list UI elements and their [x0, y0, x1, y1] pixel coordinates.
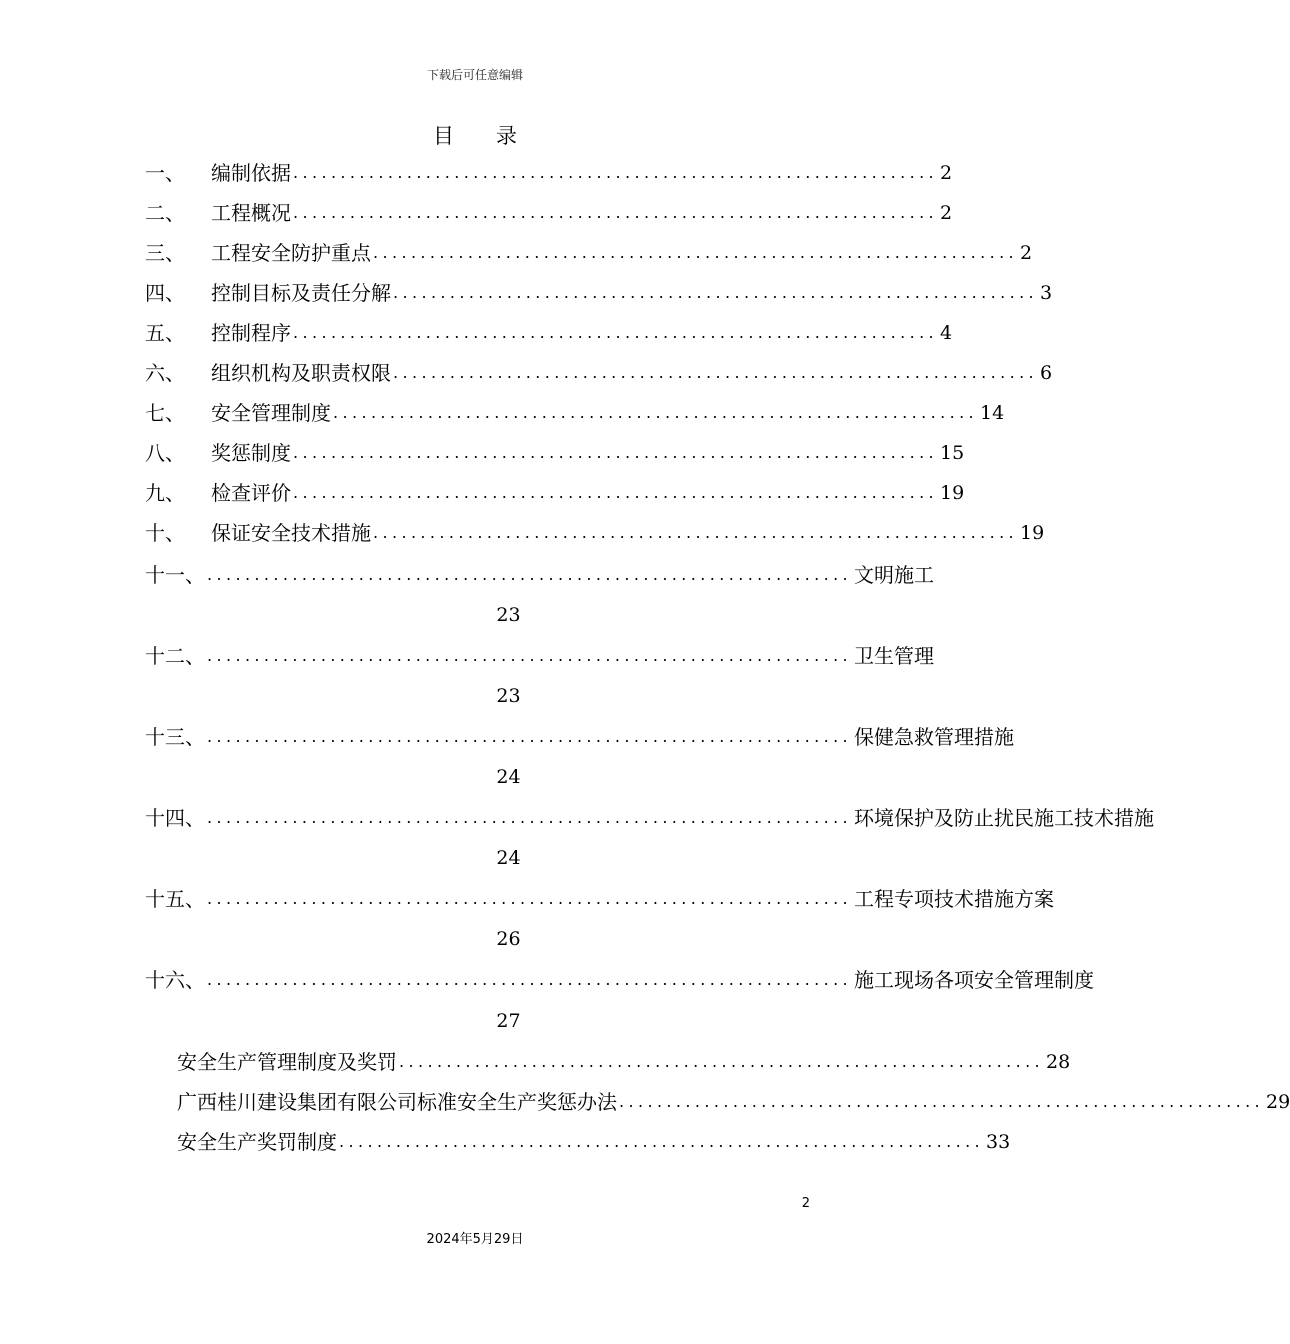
toc-entry-page: 19 [1020, 522, 1045, 544]
toc-leader-dots: .................................................................... [207, 889, 853, 908]
toc-leader-dots: .................................................................... [399, 1052, 1045, 1071]
toc-entry-page: 23 [496, 604, 521, 626]
toc-leader-dots: .................................................................... [207, 970, 853, 989]
toc-entry[interactable] [145, 438, 965, 468]
toc-leader-dots: .................................................................... [339, 1132, 985, 1151]
toc-entry-label: 施工现场各项安全管理制度 [854, 968, 1095, 992]
toc-entry-label: 奖惩制度 [211, 441, 291, 465]
toc-leader-dots: .................................................................... [333, 403, 979, 422]
toc-entry-page: 3 [1040, 282, 1053, 304]
toc-entry-page: 6 [1040, 362, 1053, 384]
toc-entry-page: 2 [1020, 242, 1033, 264]
toc-entry-number: 七、 [145, 401, 185, 425]
toc-leader-dots: .................................................................... [619, 1092, 1265, 1111]
toc-entry-number: 六、 [145, 361, 185, 385]
toc-leader-dots: .................................................................... [293, 323, 939, 342]
toc-entry-label: 广西桂川建设集团有限公司标准安全生产奖惩办法 [177, 1090, 617, 1114]
toc-entry[interactable] [145, 560, 935, 590]
toc-entry-number: 十四、 [145, 806, 205, 830]
toc-entry-page: 19 [940, 482, 965, 504]
toc-entry-page: 24 [496, 766, 521, 788]
toc-entry-label: 工程专项技术措施方案 [854, 887, 1055, 911]
toc-entry-number: 十二、 [145, 644, 205, 668]
toc-entry-label: 环境保护及防止扰民施工技术措施 [854, 806, 1155, 830]
toc-leader-dots: .................................................................... [293, 163, 939, 182]
toc-title [0, 120, 950, 150]
toc-entry[interactable] [145, 158, 953, 188]
page-header: 下载后可任意编辑 [426, 68, 523, 82]
toc-entry-label: 安全生产管理制度及奖罚 [177, 1050, 397, 1074]
toc-entry-page: 14 [980, 402, 1005, 424]
toc-entry-number: 五、 [145, 321, 185, 345]
toc-entry-page: 4 [940, 322, 953, 344]
toc-leader-dots: .................................................................... [393, 363, 1039, 382]
toc-leader-dots: .................................................................... [373, 523, 1019, 542]
toc-entry[interactable] [145, 518, 1045, 548]
toc-leader-dots: .................................................................... [207, 565, 853, 584]
toc-sub-entry[interactable] [177, 1127, 1011, 1157]
toc-entry-label: 卫生管理 [854, 644, 935, 668]
toc-entry-label: 组织机构及职责权限 [211, 361, 391, 385]
toc-sub-entry[interactable] [177, 1087, 1290, 1117]
toc-entry[interactable] [145, 478, 965, 508]
toc-leader-dots: .................................................................... [207, 808, 853, 827]
toc-leader-dots: .................................................................... [293, 483, 939, 502]
toc-entry-number: 十五、 [145, 887, 205, 911]
toc-entry-number: 十、 [145, 521, 185, 545]
toc-entry-page: 2 [940, 202, 953, 224]
toc-entry-number: 九、 [145, 481, 185, 505]
toc-leader-dots: .................................................................... [293, 443, 939, 462]
toc-entry-number: 十六、 [145, 968, 205, 992]
toc-entry-number: 三、 [145, 241, 185, 265]
toc-entry[interactable] [145, 318, 953, 348]
toc-entry-label: 编制依据 [211, 161, 291, 185]
toc-entry-number: 十一、 [145, 563, 205, 587]
toc-entry[interactable] [145, 238, 1033, 268]
toc-entry-number: 一、 [145, 161, 185, 185]
toc-entry-page: 15 [940, 442, 965, 464]
toc-entry-page: 33 [986, 1131, 1011, 1153]
toc-entry-number: 八、 [145, 441, 185, 465]
toc-entry-label: 控制程序 [211, 321, 291, 345]
toc-entry-page: 29 [1266, 1091, 1290, 1113]
toc-leader-dots: .................................................................... [207, 727, 853, 746]
toc-entry-number: 四、 [145, 281, 185, 305]
toc-entry[interactable] [145, 278, 1053, 308]
toc-entry-label: 保证安全技术措施 [211, 521, 371, 545]
toc-entry-page: 28 [1046, 1051, 1071, 1073]
toc-sub-entry[interactable] [177, 1047, 1071, 1077]
toc-entry-label: 保健急救管理措施 [854, 725, 1015, 749]
toc-leader-dots: .................................................................... [393, 283, 1039, 302]
toc-entry-label: 安全生产奖罚制度 [177, 1130, 337, 1154]
toc-entry-label: 工程概况 [211, 201, 291, 225]
toc-entry-page: 26 [496, 928, 521, 950]
toc-entry[interactable] [145, 884, 1055, 914]
toc-entry[interactable] [145, 722, 1015, 752]
toc-title-left: 目 [433, 124, 454, 148]
toc-entry-page: 2 [940, 162, 953, 184]
toc-leader-dots: .................................................................... [207, 646, 853, 665]
toc-entry[interactable] [145, 641, 935, 671]
toc-entry[interactable] [145, 398, 1005, 428]
page-number: 2 [801, 1196, 810, 1211]
footer-date: 2024年5月29日 [426, 1232, 524, 1247]
toc-entry-number: 二、 [145, 201, 185, 225]
toc-entry-label: 工程安全防护重点 [211, 241, 371, 265]
toc-entry[interactable] [145, 965, 1095, 995]
toc-title-right: 录 [496, 124, 517, 148]
toc-entry-label: 控制目标及责任分解 [211, 281, 391, 305]
toc-leader-dots: .................................................................... [293, 203, 939, 222]
toc-entry[interactable] [145, 803, 1155, 833]
toc-leader-dots: .................................................................... [373, 243, 1019, 262]
toc-entry-number: 十三、 [145, 725, 205, 749]
toc-entry-label: 安全管理制度 [211, 401, 331, 425]
toc-entry-page: 24 [496, 847, 521, 869]
toc-entry-label: 文明施工 [854, 563, 935, 587]
toc-entry-label: 检查评价 [211, 481, 291, 505]
toc-entry-page: 27 [496, 1010, 521, 1032]
toc-entry[interactable] [145, 198, 953, 228]
toc-entry-page: 23 [496, 685, 521, 707]
toc-entry[interactable] [145, 358, 1053, 388]
